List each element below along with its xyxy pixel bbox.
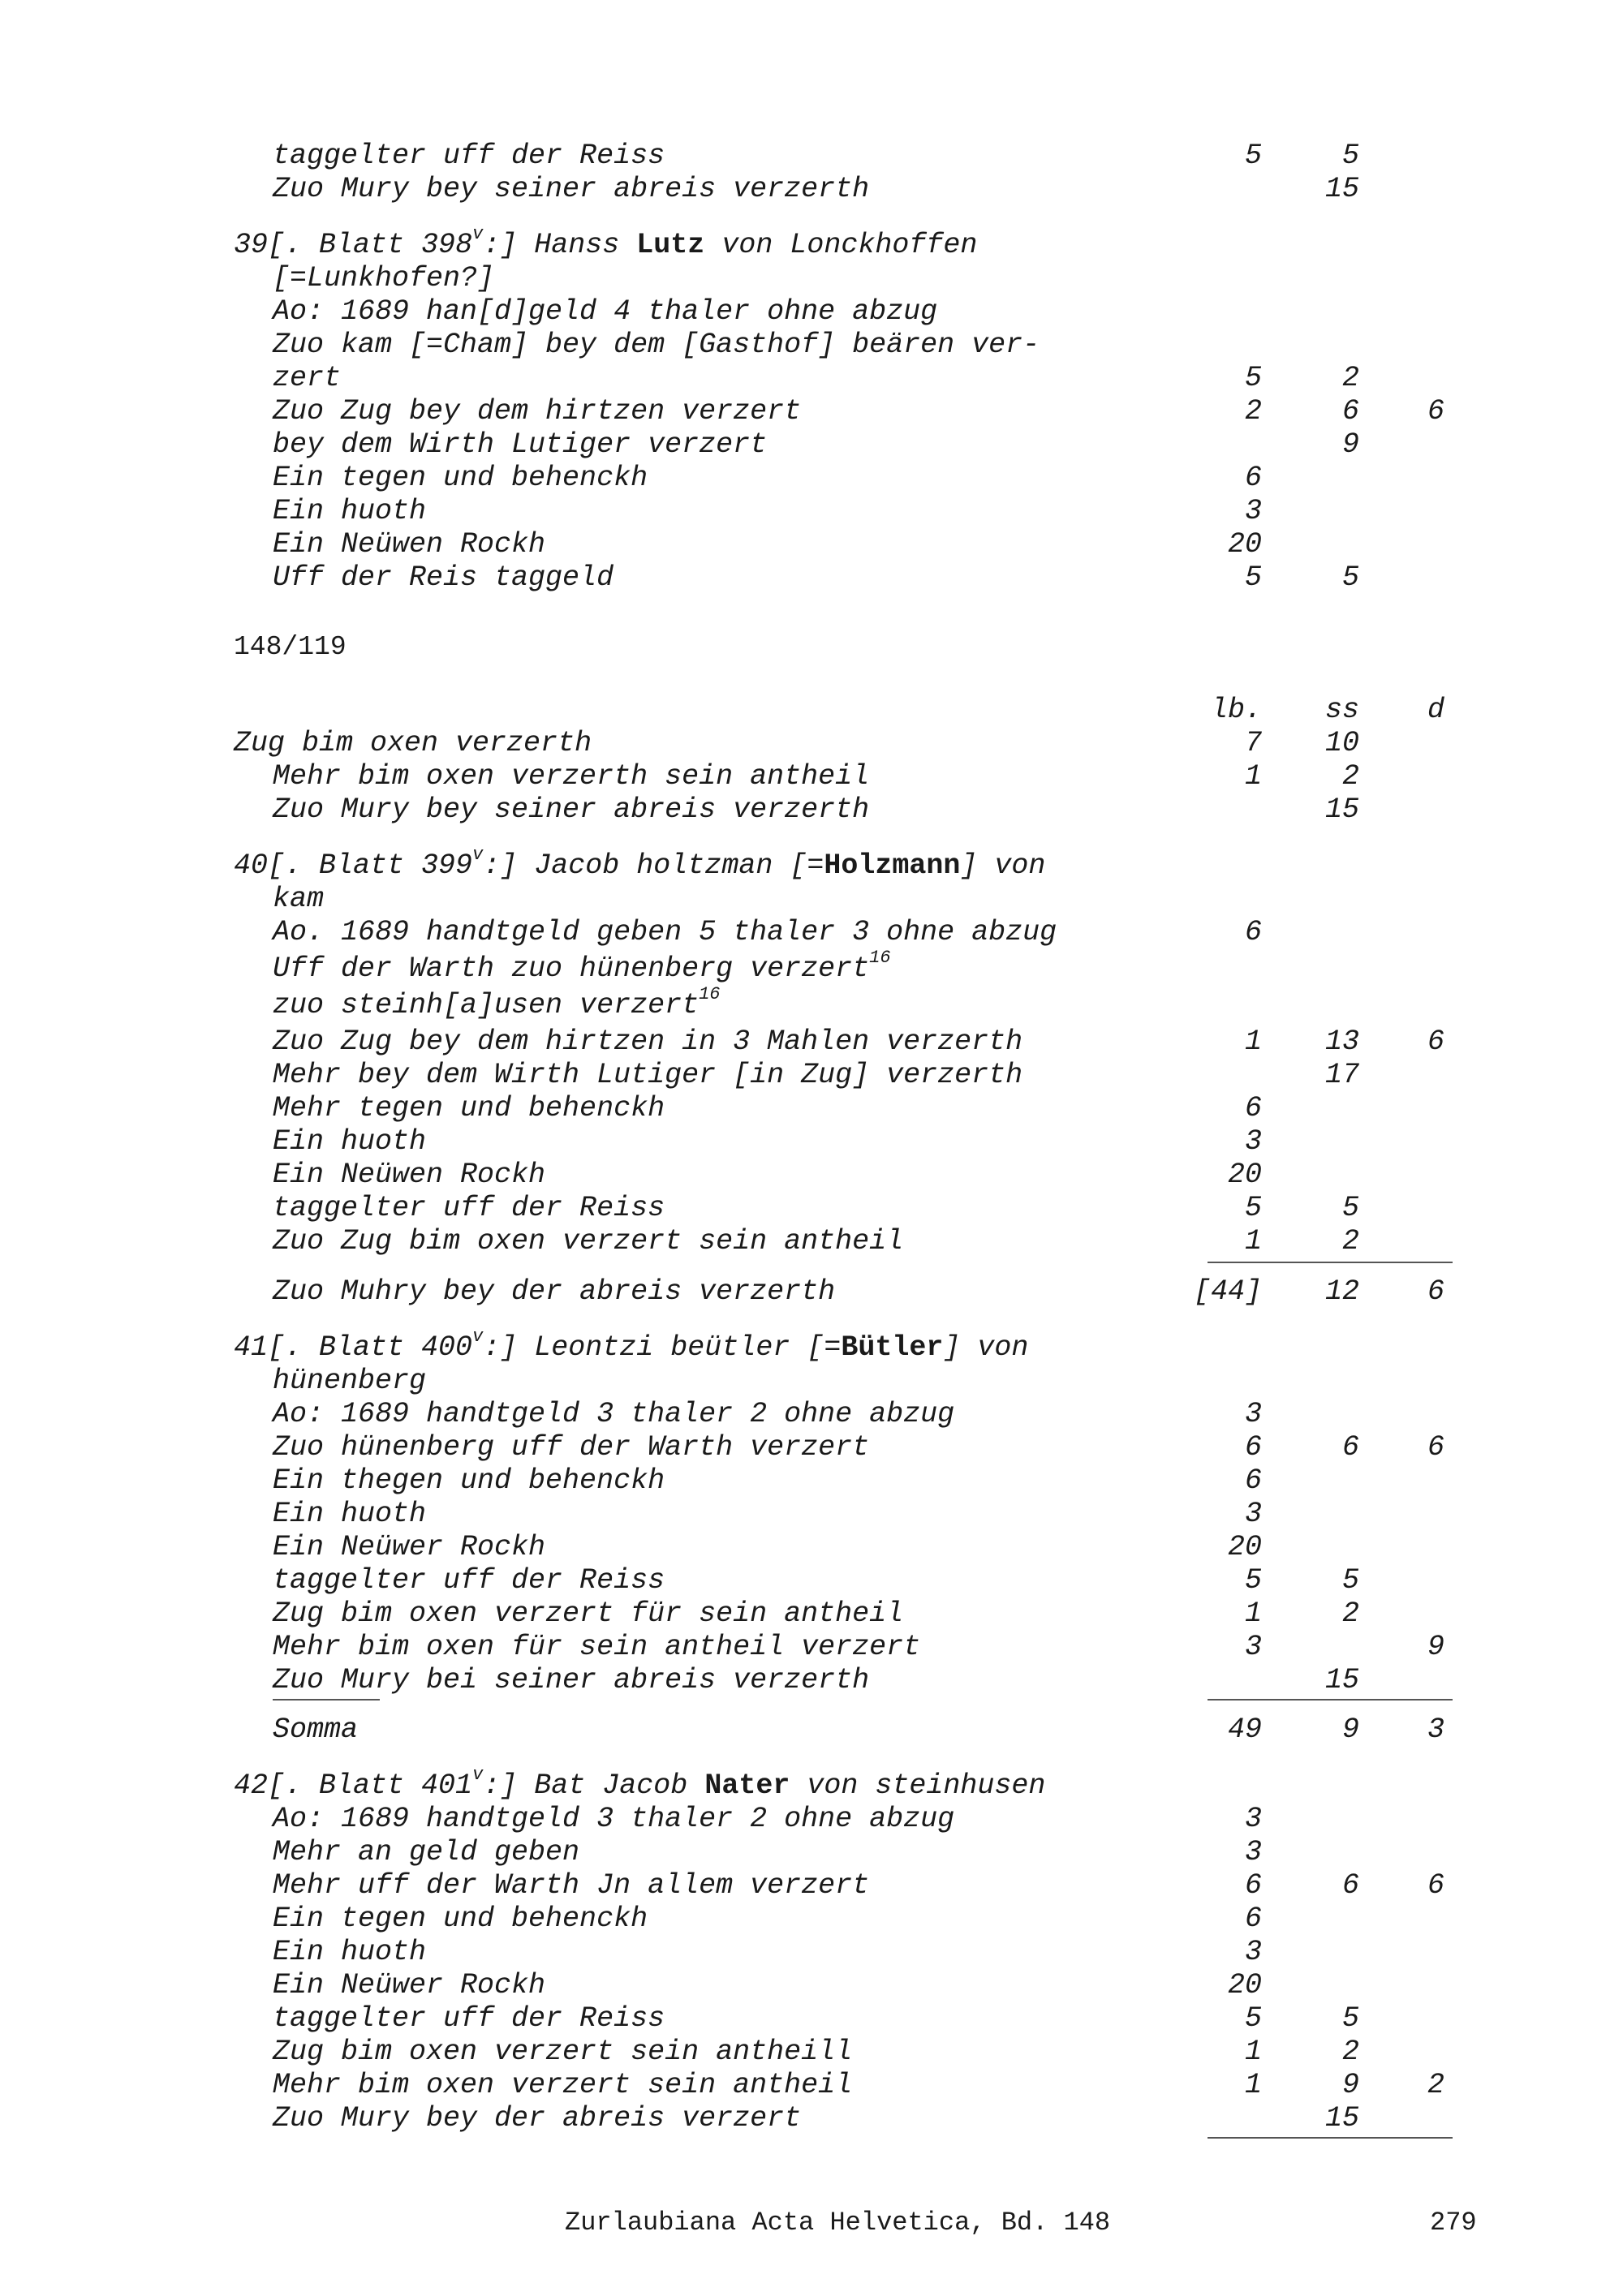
line-text: Zuo Mury bey seiner abreis verzerth: [273, 173, 870, 205]
line-lb: 7: [1244, 727, 1262, 759]
entry-heading-40: [0, 845, 1623, 883]
account-line: [0, 1836, 1623, 1869]
line-ss: 5: [1341, 1564, 1359, 1597]
entry-name-prefix: :] Hanss: [483, 229, 637, 261]
line-text: Uff der Reis taggeld: [273, 561, 614, 594]
line-text: Mehr tegen und behenckh: [273, 1092, 665, 1124]
account-line: [0, 2102, 1623, 2135]
line-text: Zug bim oxen verzerth: [234, 727, 592, 759]
entry-heading-41: [0, 1326, 1623, 1365]
entry-name-prefix: :] Jacob holtzman [=: [483, 849, 824, 882]
line-text: Zuo Muhry bey der abreis verzerth: [273, 1275, 836, 1308]
account-line: [0, 1225, 1623, 1258]
line-text: taggelter uff der Reiss: [273, 1564, 665, 1597]
entry-number: 42: [234, 1769, 269, 1802]
line-lb: 20: [1227, 1159, 1262, 1191]
line-lb: 20: [1227, 1969, 1262, 2001]
account-line: [0, 2036, 1623, 2069]
line-text: Mehr an geld geben: [273, 1836, 580, 1868]
line-lb: 20: [1227, 1531, 1262, 1563]
line-lb: 3: [1244, 1398, 1262, 1430]
entry-heading-continuation: kam: [273, 883, 325, 915]
account-line: [0, 495, 1623, 528]
account-line: [0, 140, 1623, 173]
line-text: Ein huoth: [273, 1936, 427, 1968]
line-d: 9: [1427, 1631, 1444, 1663]
line-d: 2: [1427, 2069, 1444, 2101]
line-lb: [44]: [1193, 1275, 1262, 1308]
folio-verso: v: [472, 1326, 484, 1348]
line-text: Ein thegen und behenckh: [273, 1464, 665, 1497]
account-line: [0, 1092, 1623, 1125]
account-line: [0, 1664, 1623, 1697]
entry-heading-cont: [0, 1365, 1623, 1398]
account-line: [0, 1803, 1623, 1836]
surname: Holzmann: [824, 849, 961, 882]
line-lb: 49: [1227, 1713, 1262, 1746]
line-text: Ao: 1689 handtgeld 3 thaler 2 ohne abzug: [273, 1803, 955, 1835]
column-headers: [0, 694, 1623, 727]
account-line: [0, 528, 1623, 561]
line-lb: 6: [1244, 1431, 1262, 1464]
account-line: [0, 1125, 1623, 1159]
account-line: [0, 1398, 1623, 1431]
line-lb: 1: [1244, 1597, 1262, 1630]
account-line: [0, 1531, 1623, 1564]
sum-line: [0, 1713, 1623, 1747]
line-lb: 5: [1244, 1564, 1262, 1597]
line-ss: 2: [1341, 362, 1359, 394]
line-ss: 9: [1341, 1713, 1359, 1746]
line-ss: 5: [1341, 2002, 1359, 2035]
line-ss: 2: [1341, 1597, 1359, 1630]
line-lb: 5: [1244, 1192, 1262, 1224]
entry-origin: ] von: [943, 1331, 1029, 1364]
line-lb: 3: [1244, 495, 1262, 527]
line-ss: 15: [1324, 173, 1359, 205]
account-line: [0, 1498, 1623, 1531]
account-line: [0, 1631, 1623, 1664]
line-text: [273, 984, 721, 1022]
line-text: taggelter uff der Reiss: [273, 1192, 665, 1224]
entry-number: 40: [234, 849, 269, 882]
line-lb: 5: [1244, 2002, 1262, 2035]
account-line: [0, 1464, 1623, 1498]
entry-number: 41: [234, 1331, 269, 1364]
account-line: [0, 760, 1623, 793]
entry-origin: von steinhusen: [790, 1769, 1046, 1802]
line-text: Mehr bim oxen verzert sein antheil: [273, 2069, 853, 2101]
folio-verso: v: [472, 845, 484, 866]
footnote-ref: 16: [699, 984, 721, 1005]
line-text: Ein Neüwer Rockh: [273, 1531, 546, 1563]
folio-ref: [. Blatt 398: [268, 229, 473, 261]
line-text: Ao: 1689 han[d]geld 4 thaler ohne abzug: [273, 295, 938, 328]
line-text-body: Uff der Warth zuo hünenberg verzert: [273, 952, 870, 985]
line-lb: 6: [1244, 1092, 1262, 1124]
line-d: 3: [1427, 1713, 1444, 1746]
account-line: [0, 295, 1623, 329]
line-ss: 15: [1324, 2102, 1359, 2135]
account-line: [0, 727, 1623, 760]
account-line: [0, 1159, 1623, 1192]
page-number: 279: [1430, 2208, 1477, 2238]
line-d: 6: [1427, 395, 1444, 428]
entry-heading-42: [0, 1765, 1623, 1803]
line-text: Ein huoth: [273, 1498, 427, 1530]
line-text: Zug bim oxen verzert für sein antheil: [273, 1597, 904, 1630]
line-lb: 3: [1244, 1498, 1262, 1530]
line-ss: 9: [1341, 428, 1359, 461]
line-lb: 3: [1244, 1936, 1262, 1968]
account-line: [0, 984, 1623, 1022]
line-text: Zuo Mury bey der abreis verzert: [273, 2102, 802, 2135]
account-line: [0, 395, 1623, 428]
folio-ref: [. Blatt 400: [268, 1331, 473, 1364]
line-text: zert: [273, 362, 342, 394]
entry-number: 39: [234, 229, 269, 261]
line-ss: 9: [1341, 2069, 1359, 2101]
folio-ref: [. Blatt 399: [268, 849, 473, 882]
header-ss: ss: [1324, 694, 1359, 726]
sum-rule: [1208, 2137, 1453, 2139]
line-lb: 1: [1244, 760, 1262, 793]
account-line: [0, 1903, 1623, 1936]
line-ss: 17: [1324, 1059, 1359, 1091]
line-ss: 13: [1324, 1025, 1359, 1058]
line-lb: 3: [1244, 1125, 1262, 1158]
entry-heading-39: [0, 224, 1623, 262]
footnote-ref: 16: [869, 948, 891, 969]
entry-heading-text: [234, 1765, 1046, 1803]
line-text: Somma: [273, 1713, 359, 1746]
line-lb: 1: [1244, 1025, 1262, 1058]
line-lb: 1: [1244, 2036, 1262, 2068]
folio-verso: v: [472, 224, 484, 245]
line-d: 6: [1427, 1275, 1444, 1308]
line-text: Zuo kam [=Cham] bey dem [Gasthof] beären ver-: [273, 329, 1040, 361]
line-d: 6: [1427, 1431, 1444, 1464]
line-lb: 3: [1244, 1803, 1262, 1835]
section-reference: 148/119: [234, 632, 347, 662]
line-ss: 6: [1341, 1431, 1359, 1464]
account-line: [0, 462, 1623, 495]
entry-heading-continuation: hünenberg: [273, 1365, 427, 1397]
somma-rule-left: [273, 1699, 380, 1701]
line-text: Ao: 1689 handtgeld 3 thaler 2 ohne abzug: [273, 1398, 955, 1430]
account-line: [0, 1869, 1623, 1903]
account-line: [0, 2002, 1623, 2036]
line-ss: 5: [1341, 1192, 1359, 1224]
line-lb: 1: [1244, 2069, 1262, 2101]
footer-journal: Zurlaubiana Acta Helvetica, Bd. 148: [565, 2208, 1111, 2238]
entry-heading-text: [234, 1326, 1029, 1365]
line-ss: 6: [1341, 395, 1359, 428]
sum-rule: [1208, 1699, 1453, 1701]
line-lb: 3: [1244, 1631, 1262, 1663]
line-text: Ein tegen und behenckh: [273, 1903, 648, 1935]
account-line: [0, 1969, 1623, 2002]
line-text: Ein tegen und behenckh: [273, 462, 648, 494]
line-ss: 2: [1341, 1225, 1359, 1258]
line-text: Mehr bim oxen verzerth sein antheil: [273, 760, 870, 793]
line-text: taggelter uff der Reiss: [273, 2002, 665, 2035]
entry-heading-cont: [0, 883, 1623, 916]
line-text: Ein Neüwen Rockh: [273, 1159, 546, 1191]
folio-verso: v: [472, 1765, 484, 1786]
line-text: Zuo hünenberg uff der Warth verzert: [273, 1431, 870, 1464]
line-text: Zuo Mury bey seiner abreis verzerth: [273, 793, 870, 826]
entry-name-prefix: :] Bat Jacob: [483, 1769, 705, 1802]
line-text: Mehr bey dem Wirth Lutiger [in Zug] verzerth: [273, 1059, 1023, 1091]
line-ss: 15: [1324, 1664, 1359, 1696]
entry-heading-cont: [0, 262, 1623, 295]
line-lb: 20: [1227, 528, 1262, 561]
entry-heading-text: [234, 224, 978, 262]
account-line: [0, 948, 1623, 986]
line-lb: 6: [1244, 1869, 1262, 1902]
account-line: [0, 2069, 1623, 2102]
surname: Bütler: [841, 1331, 944, 1364]
line-lb: 6: [1244, 462, 1262, 494]
folio-ref: [. Blatt 401: [268, 1769, 473, 1802]
account-line: [0, 329, 1623, 362]
entry-heading-text: [234, 845, 1046, 883]
line-lb: 1: [1244, 1225, 1262, 1258]
line-text: bey dem Wirth Lutiger verzert: [273, 428, 768, 461]
surname: Lutz: [636, 229, 705, 261]
line-text: Ein huoth: [273, 495, 427, 527]
account-line: [0, 1275, 1623, 1309]
account-line: [0, 1936, 1623, 1969]
line-lb: 5: [1244, 561, 1262, 594]
line-text-body: zuo steinh[a]usen verzert: [273, 989, 700, 1021]
header-lb: lb.: [1210, 694, 1262, 726]
line-ss: 12: [1324, 1275, 1359, 1308]
account-line: [0, 428, 1623, 462]
line-ss: 10: [1324, 727, 1359, 759]
line-ss: 5: [1341, 561, 1359, 594]
account-line: [0, 1597, 1623, 1631]
line-d: 6: [1427, 1869, 1444, 1902]
account-line: [0, 1025, 1623, 1059]
line-text: Mehr uff der Warth Jn allem verzert: [273, 1869, 870, 1902]
account-line: [0, 793, 1623, 827]
header-d: d: [1427, 694, 1444, 726]
line-lb: 6: [1244, 1903, 1262, 1935]
line-text: Ein Neüwer Rockh: [273, 1969, 546, 2001]
line-text: Mehr bim oxen für sein antheil verzert: [273, 1631, 921, 1663]
account-line: [0, 1564, 1623, 1597]
entry-name-prefix: :] Leontzi beütler [=: [483, 1331, 842, 1364]
line-text: [273, 948, 891, 986]
entry-origin: von Lonckhoffen: [704, 229, 978, 261]
line-text: Ao. 1689 handtgeld geben 5 thaler 3 ohne abzug: [273, 916, 1057, 948]
sum-rule: [1208, 1262, 1453, 1263]
account-line: [0, 173, 1623, 206]
account-line: [0, 1059, 1623, 1092]
line-text: Ein huoth: [273, 1125, 427, 1158]
line-ss: 15: [1324, 793, 1359, 826]
line-text: Zuo Mury bei seiner abreis verzerth: [273, 1664, 870, 1696]
line-lb: 6: [1244, 916, 1262, 948]
line-lb: 3: [1244, 1836, 1262, 1868]
line-lb: 5: [1244, 140, 1262, 172]
line-lb: 2: [1244, 395, 1262, 428]
account-line: [0, 362, 1623, 395]
entry-heading-continuation: [=Lunkhofen?]: [273, 262, 495, 295]
entry-origin: ] von: [960, 849, 1046, 882]
line-text: Zug bim oxen verzert sein antheill: [273, 2036, 853, 2068]
line-text: Zuo Zug bey dem hirtzen verzert: [273, 395, 802, 428]
line-ss: 5: [1341, 140, 1359, 172]
line-text: Ein Neüwen Rockh: [273, 528, 546, 561]
line-d: 6: [1427, 1025, 1444, 1058]
account-line: [0, 1431, 1623, 1464]
line-ss: 2: [1341, 2036, 1359, 2068]
line-text: Zuo Zug bim oxen verzert sein antheil: [273, 1225, 904, 1258]
account-line: [0, 561, 1623, 595]
line-ss: 2: [1341, 760, 1359, 793]
line-lb: 6: [1244, 1464, 1262, 1497]
line-text: Zuo Zug bey dem hirtzen in 3 Mahlen verzerth: [273, 1025, 1023, 1058]
line-lb: 5: [1244, 362, 1262, 394]
account-line: [0, 1192, 1623, 1225]
surname: Nater: [704, 1769, 790, 1802]
line-ss: 6: [1341, 1869, 1359, 1902]
account-line: [0, 916, 1623, 949]
line-text: taggelter uff der Reiss: [273, 140, 665, 172]
